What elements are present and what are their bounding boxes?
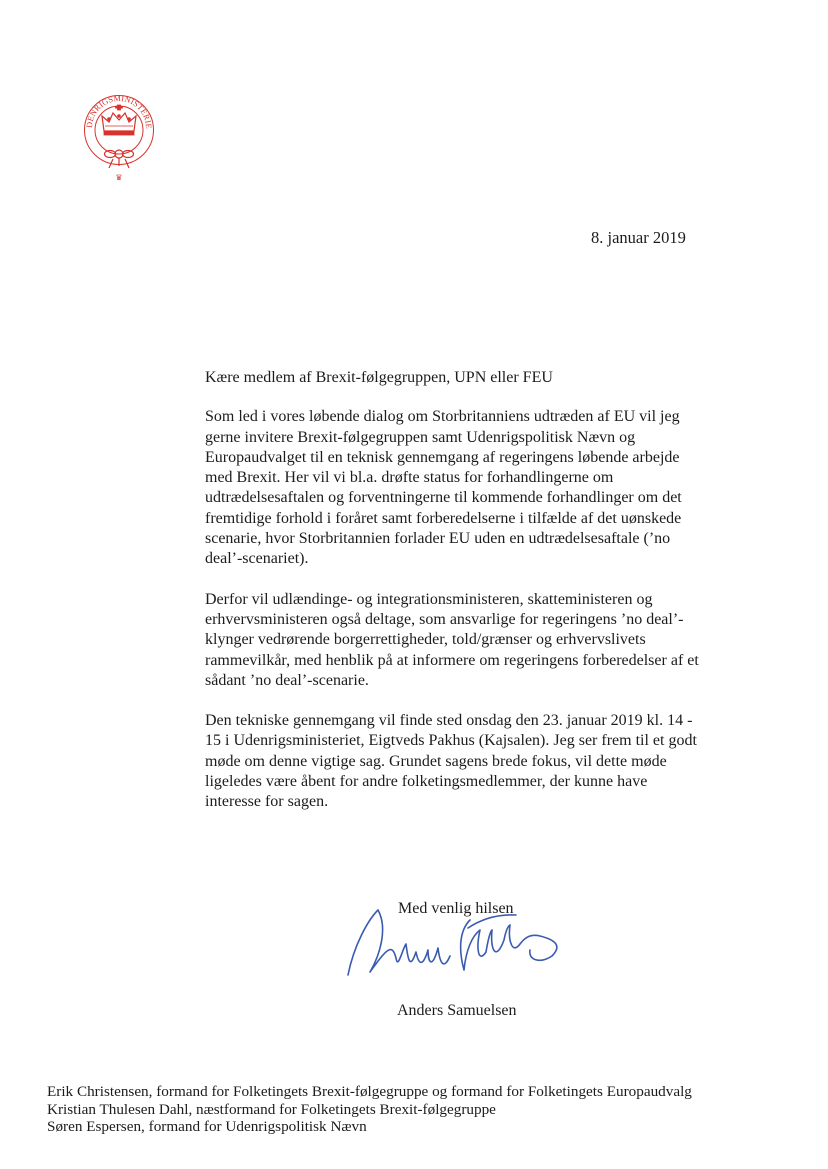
cc-recipient: Søren Espersen, formand for Udenrigspolitisk Nævn xyxy=(47,1118,367,1136)
letter-body xyxy=(205,368,705,833)
cc-recipient: Erik Christensen, formand for Folketingets Brexit-følgegruppe og formand for Folketingets Europaudvalg xyxy=(47,1083,692,1100)
salutation: Kære medlem af Brexit-følgegruppen, UPN eller FEU xyxy=(205,369,553,386)
seal-text: DENRIGSMINISTERIE xyxy=(84,93,154,130)
ministry-seal-logo xyxy=(80,88,158,188)
bow-ornament-icon xyxy=(105,150,134,168)
closing: Med venlig hilsen xyxy=(398,900,514,917)
svg-text:♛: ♛ xyxy=(115,173,123,182)
handwritten-signature xyxy=(340,900,570,985)
body-paragraph: Derfor vil udlændinge- og integrationsministeren, skatteministeren og erhvervsministeren også deltage, som ansvarlige for regeringens ’no deal’-klynger vedrørende borgerrettigheder, told/grænser og erhvervslivets rammevilkår, med henblik på at informere om regeringens forberedelser af et sådant ’no deal’-scenarie. xyxy=(205,590,699,689)
letter-date: 8. januar 2019 xyxy=(591,228,686,247)
body-paragraph: Den tekniske gennemgang vil finde sted onsdag den 23. januar 2019 kl. 14 - 15 i Udenrigsministeriet, Eigtveds Pakhus (Kajsalen). Jeg ser frem til et godt møde om denne vigtige sag. Grundet sagens brede fokus, vil dette møde ligeledes være åbent for andre folketingsmedlemmer, der kunne have interesse for sagen. xyxy=(205,712,697,811)
signer-name: Anders Samuelsen xyxy=(397,1002,517,1019)
cc-recipient: Kristian Thulesen Dahl, næstformand for Folketingets Brexit-følgegruppe xyxy=(47,1100,496,1118)
cc-list xyxy=(47,1083,692,1136)
body-paragraph: Som led i vores løbende dialog om Storbritanniens udtræden af EU vil jeg gerne invitere Brexit-følgegruppen samt Udenrigspolitisk Nævn og Europaudvalget til en teknisk gennemgang af regeringens løbende arbejde med Brexit. Her vil vi bl.a. drøfte status for forhandlingerne om udtrædelsesaftalen og forventningerne til kommende forhandlinger om det fremtidige forhold i foråret samt forberedelserne i tilfælde af det uønskede scenarie, hvor Storbritannien forlader EU uden en udtrædelsesaftale (’no deal’-scenariet). xyxy=(205,408,682,568)
